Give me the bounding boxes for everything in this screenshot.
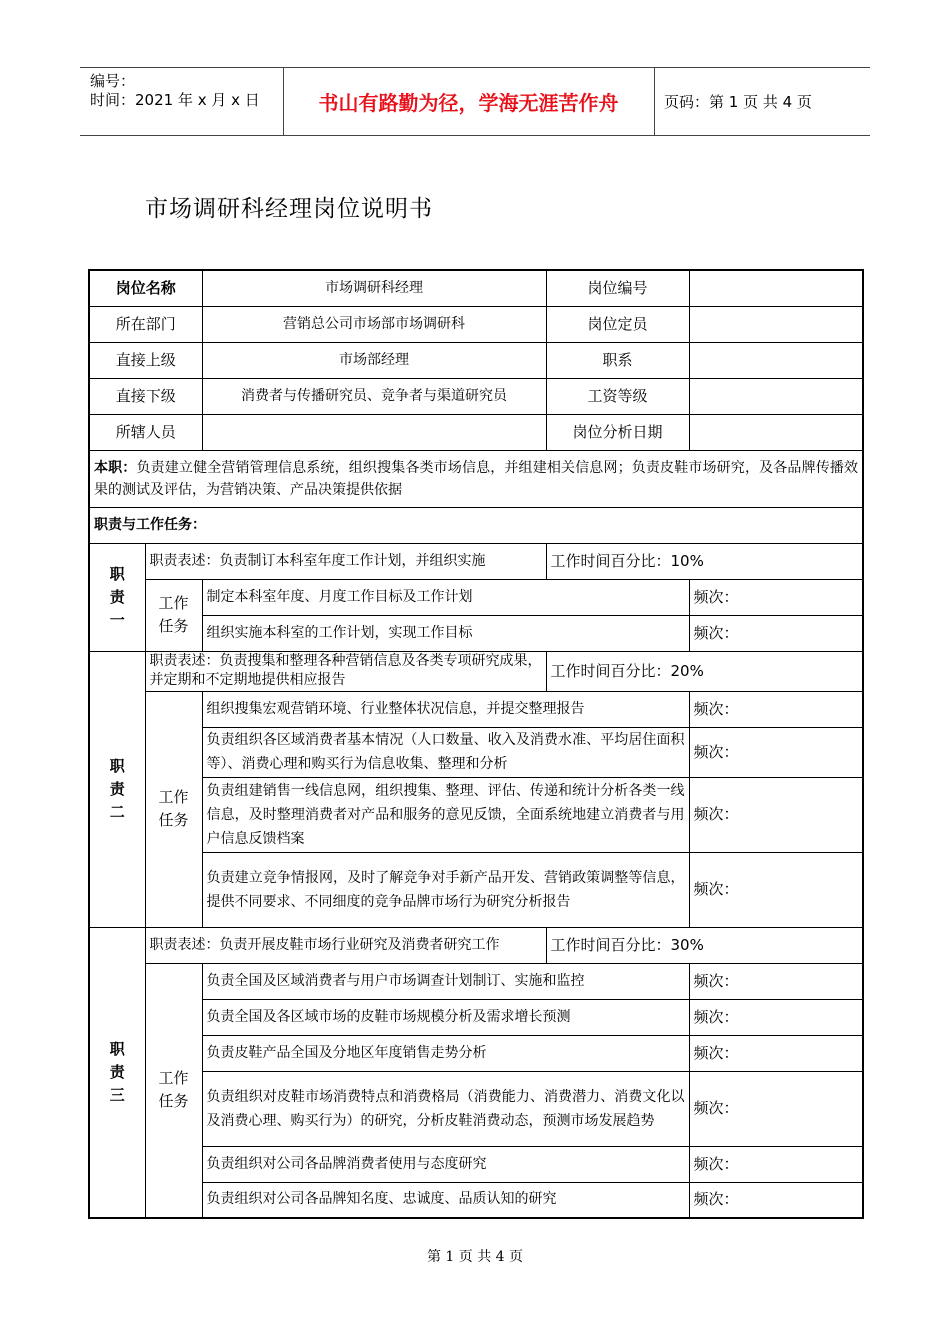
value-quota (689, 306, 863, 342)
duty-2-task: 负责组建销售一线信息网，组织搜集、整理、评估、传递和统计分析各类一线信息，及时整理消费者对产品和服务的意见反馈，全面系统地建立消费者与用户信息反馈档案 (202, 777, 689, 852)
value-superior: 市场部经理 (202, 342, 546, 378)
document-title: 市场调研科经理岗位说明书 (145, 196, 433, 222)
duty-1-task: 组织实施本科室的工作计划，实现工作目标 (202, 615, 689, 651)
frequency-cell: 频次： (689, 579, 863, 615)
task-label: 工作 任务 (145, 963, 202, 1218)
label-position-name: 岗位名称 (89, 270, 202, 306)
duty-2-percent: 工作时间百分比：20% (546, 651, 863, 691)
frequency-cell: 频次： (689, 691, 863, 727)
frequency-cell: 频次： (689, 963, 863, 999)
value-series (689, 342, 863, 378)
duty-1-desc: 职责表述：负责制订本科室年度工作计划，并组织实施 (145, 543, 546, 579)
duty-label-text: 职 责 一 (109, 564, 125, 629)
duty-3-task: 负责组织对公司各品牌消费者使用与态度研究 (202, 1146, 689, 1182)
duty-3-task: 负责组织对公司各品牌知名度、忠诚度、品质认知的研究 (202, 1182, 689, 1218)
duty-3-desc: 职责表述：负责开展皮鞋市场行业研究及消费者研究工作 (145, 927, 546, 963)
frequency-cell: 频次： (689, 1182, 863, 1218)
label-staff: 所辖人员 (89, 414, 202, 450)
duty-3-task: 负责组织对皮鞋市场消费特点和消费格局（消费能力、消费潜力、消费文化以及消费心理、购买行为）的研究，分析皮鞋消费动态，预测市场发展趋势 (202, 1071, 689, 1146)
duty-3-task: 负责皮鞋产品全国及分地区年度销售走势分析 (202, 1035, 689, 1071)
label-superior: 直接上级 (89, 342, 202, 378)
frequency-cell: 频次： (689, 777, 863, 852)
header-meta (90, 72, 260, 110)
frequency-cell: 频次： (689, 999, 863, 1035)
duty-summary (89, 450, 863, 507)
label-quota: 岗位定员 (546, 306, 689, 342)
duty-3-label (89, 927, 145, 1218)
frequency-cell: 频次： (689, 1071, 863, 1146)
label-analysis-date: 岗位分析日期 (546, 414, 689, 450)
frequency-cell: 频次： (689, 1035, 863, 1071)
label-series: 职系 (546, 342, 689, 378)
duty-2-task: 负责组织各区域消费者基本情况（人口数量、收入及消费水准、平均居住面积等）、消费心理和购买行为信息收集、整理和分析 (202, 727, 689, 777)
duty-2-desc: 职责表述：负责搜集和整理各种营销信息及各类专项研究成果，并定期和不定期地提供相应报告 (145, 651, 546, 691)
header-divider (654, 67, 655, 135)
value-grade (689, 378, 863, 414)
frequency-cell: 频次： (689, 852, 863, 927)
value-analysis-date (689, 414, 863, 450)
duty-3-percent: 工作时间百分比：30% (546, 927, 863, 963)
duty-3-task: 负责全国及各区域市场的皮鞋市场规模分析及需求增长预测 (202, 999, 689, 1035)
duty-2-task: 负责建立竞争情报网，及时了解竞争对手新产品开发、营销政策调整等信息，提供不同要求、不同细度的竞争品牌市场行为研究分析报告 (202, 852, 689, 927)
label-subordinate: 直接下级 (89, 378, 202, 414)
value-position-code (689, 270, 863, 306)
duties-heading: 职责与工作任务： (89, 507, 863, 543)
frequency-cell: 频次： (689, 1146, 863, 1182)
label-department: 所在部门 (89, 306, 202, 342)
value-department: 营销总公司市场部市场调研科 (202, 306, 546, 342)
value-position-name: 市场调研科经理 (202, 270, 546, 306)
frequency-cell: 频次： (689, 615, 863, 651)
task-label: 工作 任务 (145, 691, 202, 927)
duty-summary-text: 负责建立健全营销管理信息系统，组织搜集各类市场信息，并组建相关信息网；负责皮鞋市场研究，及各品牌传播效果的测试及评估，为营销决策、产品决策提供依据 (94, 459, 859, 498)
duty-summary-label: 本职： (94, 459, 137, 476)
header-page-info: 页码：第 1 页 共 4 页 (664, 92, 812, 111)
frequency-cell: 频次： (689, 727, 863, 777)
duty-3-task: 负责全国及区域消费者与用户市场调查计划制订、实施和监控 (202, 963, 689, 999)
label-position-code: 岗位编号 (546, 270, 689, 306)
duty-1-task: 制定本科室年度、月度工作目标及工作计划 (202, 579, 689, 615)
duty-label-text: 职 责 二 (109, 756, 125, 821)
date-line: 时间：2021 年 x 月 x 日 (90, 91, 260, 109)
value-subordinate: 消费者与传播研究员、竞争者与渠道研究员 (202, 378, 546, 414)
label-grade: 工资等级 (546, 378, 689, 414)
value-staff (202, 414, 546, 450)
duty-2-label (89, 651, 145, 927)
task-label: 工作 任务 (145, 579, 202, 651)
duty-1-percent: 工作时间百分比：10% (546, 543, 863, 579)
job-description-table (88, 269, 864, 1219)
header-bottom-rule (80, 135, 870, 136)
duty-1-label (89, 543, 145, 651)
serial-label: 编号： (90, 72, 136, 90)
duty-label-text: 职 责 三 (109, 1039, 125, 1104)
duty-2-task: 组织搜集宏观营销环境、行业整体状况信息，并提交整理报告 (202, 691, 689, 727)
page-footer: 第 1 页 共 4 页 (426, 1249, 524, 1265)
header-motto: 书山有路勤为径，学海无涯苦作舟 (318, 90, 619, 115)
